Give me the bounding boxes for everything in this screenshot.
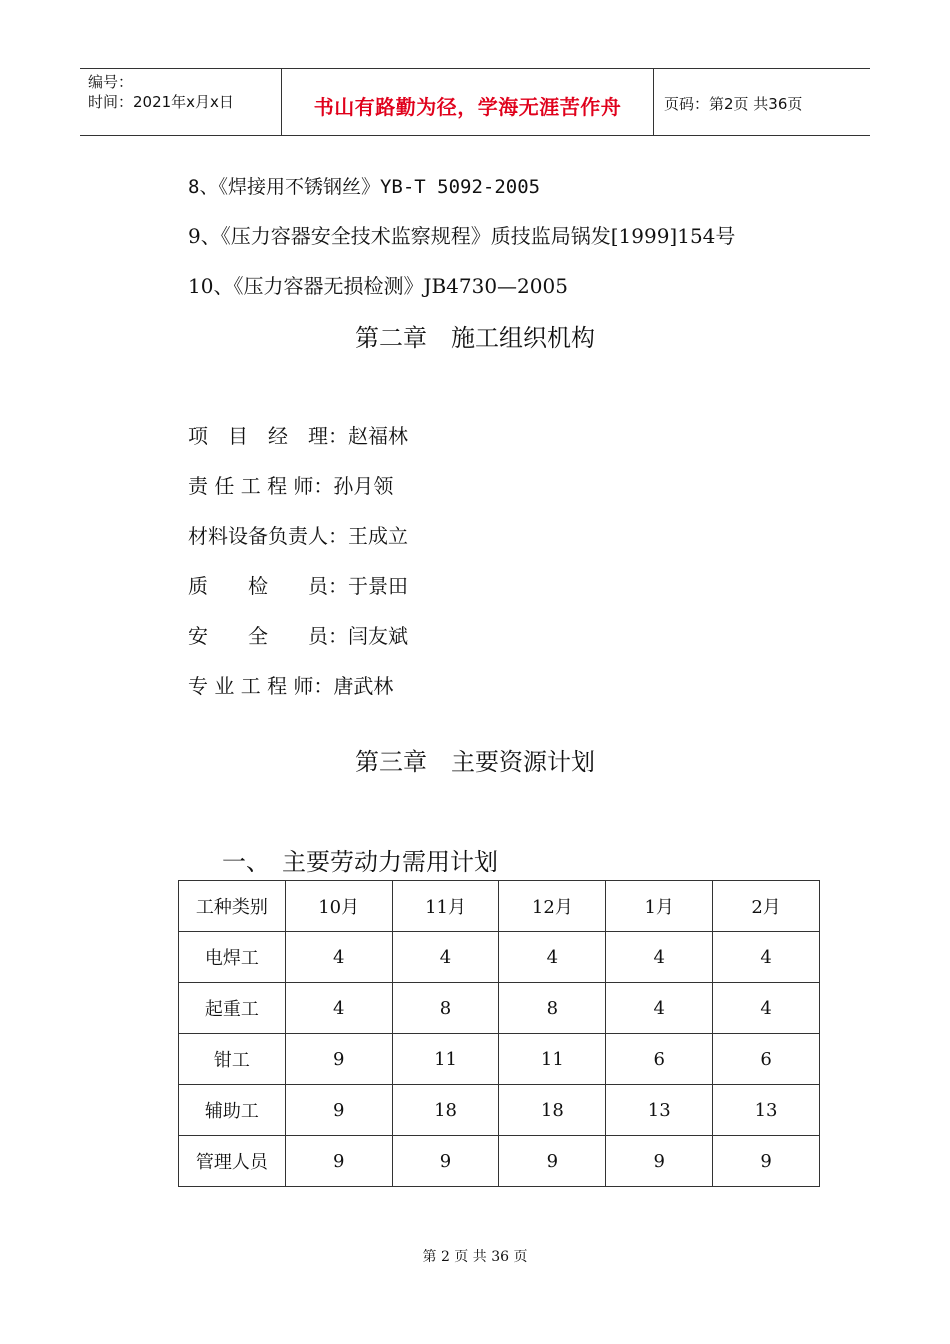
page-footer: 第 2 页 共 36 页 (422, 1249, 528, 1265)
table-header-cell: 2月 (713, 881, 820, 932)
table-row (179, 1136, 820, 1187)
page-header (80, 68, 870, 136)
chapter-title: 第三章 主要资源计划 (355, 748, 595, 776)
table-cell: 管理人员 (179, 1136, 286, 1187)
table-cell: 4 (606, 932, 713, 983)
section-heading: 一、 主要劳动力需用计划 (222, 848, 498, 876)
table-cell: 辅助工 (179, 1085, 286, 1136)
table-header-cell: 12月 (499, 881, 606, 932)
table-cell: 4 (392, 932, 499, 983)
staff-entry: 责 任 工 程 师：孙月领 (188, 474, 394, 498)
table-row (179, 1085, 820, 1136)
table-header-row (179, 881, 820, 932)
table-cell: 4 (713, 983, 820, 1034)
table-cell: 电焊工 (179, 932, 286, 983)
table-cell: 9 (392, 1136, 499, 1187)
reference-item: 8、《焊接用不锈钢丝》YB-T 5092-2005 (188, 176, 541, 198)
table-cell: 4 (285, 983, 392, 1034)
doc-time-label: 时间：2021年x月x日 (88, 93, 234, 111)
table-cell: 9 (606, 1136, 713, 1187)
table-cell: 13 (713, 1085, 820, 1136)
reference-item: 9、《压力容器安全技术监察规程》质技监局锅发[1999]154号 (188, 224, 736, 248)
header-page-info: 页码：第2页 共36页 (664, 95, 803, 113)
table-cell: 4 (606, 983, 713, 1034)
table-cell: 4 (499, 932, 606, 983)
reference-item: 10、《压力容器无损检测》JB4730—2005 (188, 274, 568, 298)
table-cell: 8 (499, 983, 606, 1034)
staff-entry: 专 业 工 程 师：唐武林 (188, 674, 394, 698)
table-cell: 6 (606, 1034, 713, 1085)
table-cell: 4 (713, 932, 820, 983)
table-header-cell: 10月 (285, 881, 392, 932)
staff-entry: 质 检 员：于景田 (188, 574, 408, 598)
header-meta-cell (80, 69, 282, 135)
staff-entry: 项 目 经 理：赵福林 (188, 424, 408, 448)
header-motto: 书山有路勤为径，学海无涯苦作舟 (313, 95, 622, 119)
table-cell: 6 (713, 1034, 820, 1085)
table-cell: 9 (285, 1034, 392, 1085)
chapter-title: 第二章 施工组织机构 (355, 324, 595, 352)
doc-code-label: 编号： (88, 73, 134, 91)
table-cell: 18 (392, 1085, 499, 1136)
table-header-cell: 1月 (606, 881, 713, 932)
labor-plan-table (178, 880, 820, 1187)
table-header-cell: 11月 (392, 881, 499, 932)
table-row (179, 1034, 820, 1085)
header-motto-cell (282, 69, 654, 135)
staff-entry: 安 全 员：闫友斌 (188, 624, 408, 648)
table-cell: 起重工 (179, 983, 286, 1034)
table-cell: 9 (499, 1136, 606, 1187)
table-cell: 钳工 (179, 1034, 286, 1085)
table-cell: 9 (285, 1085, 392, 1136)
table-cell: 9 (285, 1136, 392, 1187)
staff-entry: 材料设备负责人：王成立 (188, 524, 408, 548)
header-page-cell (654, 69, 870, 135)
table-cell: 13 (606, 1085, 713, 1136)
table-cell: 18 (499, 1085, 606, 1136)
table-row (179, 983, 820, 1034)
table-cell: 11 (392, 1034, 499, 1085)
table-cell: 8 (392, 983, 499, 1034)
table-cell: 9 (713, 1136, 820, 1187)
table-row (179, 932, 820, 983)
table-header-cell: 工种类别 (179, 881, 286, 932)
table-cell: 4 (285, 932, 392, 983)
table-cell: 11 (499, 1034, 606, 1085)
